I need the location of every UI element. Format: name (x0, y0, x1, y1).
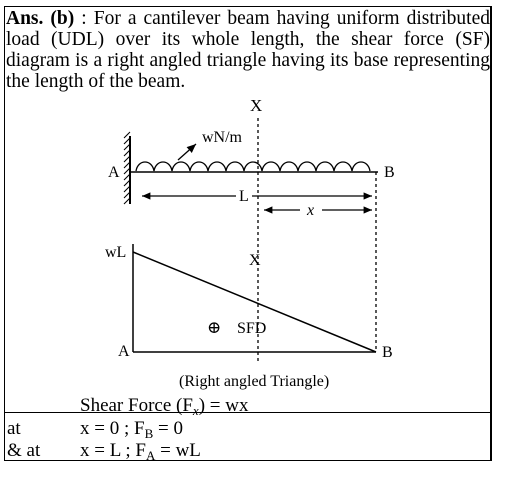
sfd-end-b: B (382, 344, 393, 361)
answer-lead: Ans. (b) (6, 8, 75, 29)
sfd-end-a: A (118, 343, 130, 360)
row1-label: at (7, 418, 21, 439)
sfd-plus-icon: ⊕ (207, 318, 222, 337)
table-separator (4, 412, 492, 413)
diagram-caption: (Right angled Triangle) (179, 373, 330, 390)
udl-load (136, 162, 370, 171)
answer-colon: : (81, 8, 87, 29)
fixed-support (124, 132, 130, 204)
beam-end-b: B (384, 164, 395, 181)
answer-text: For a cantilever beam having uniform distributed load (UDL) over its whole length, the shear force (SF) diagram is a right angled triangle having its base representing the length of the beam. (6, 8, 491, 92)
row2-label: & at (7, 440, 41, 461)
axis-label-mid: X (249, 252, 261, 269)
length-label: L (239, 188, 249, 205)
load-label: wN/m (202, 129, 242, 146)
load-arrow (178, 144, 196, 160)
sf-value-label: wL (105, 244, 127, 261)
sfd-label: SFD (237, 320, 267, 337)
shear-force-equation: Shear Force $(F_x)$ = wx (80, 395, 249, 418)
section-label: x (307, 202, 315, 219)
row2-equation: x = L ; $F_A$ = wL (80, 440, 201, 463)
axis-label-top: X (250, 96, 263, 115)
beam-end-a: A (108, 164, 120, 181)
row1-equation: x = 0 ; $F_B = 0$ (80, 418, 183, 441)
